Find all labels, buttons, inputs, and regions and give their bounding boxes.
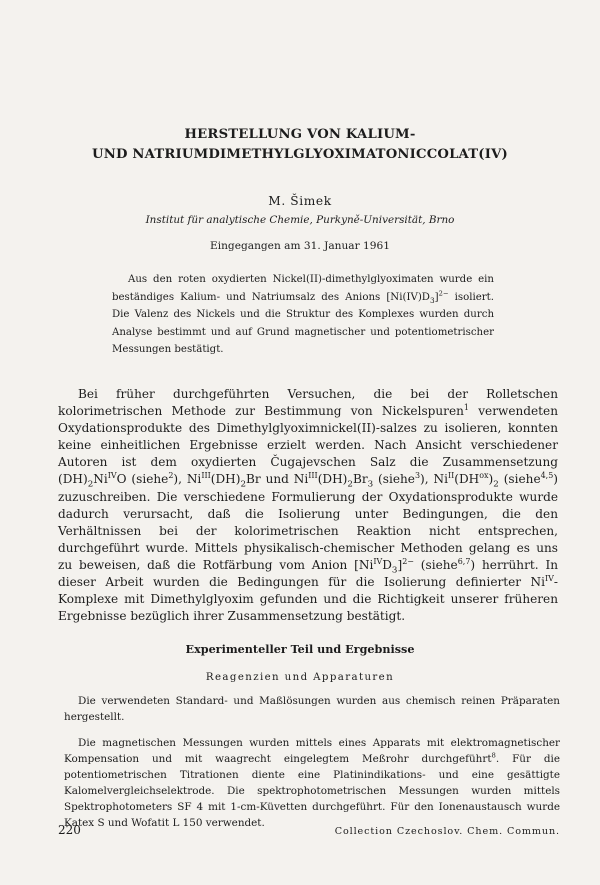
- citation-ref: 3: [414, 471, 421, 481]
- citation-ref: 4,5: [540, 471, 554, 481]
- author-name: M. Šimek: [268, 194, 332, 208]
- article-title-line-1: HERSTELLUNG VON KALIUM-: [184, 127, 416, 142]
- author-institute: Institut für analytische Chemie, Purkyně-Universität, Brno: [145, 214, 455, 226]
- received-date: Eingegangen am 31. Januar 1961: [209, 240, 391, 252]
- introduction-paragraph: Bei früher durchgeführten Versuchen, die bei der Rolletschen kolorimetrischen Methode zur Bestimmung von Nickelspuren$^1$ verwendeten Oxydationsprodukte des Dimethylglyoximnickel(II)-salzes zu isolieren, konnten keine einheitlichen Ergebnisse erzielt werden. Nach Ansicht verschiedener Autoren ist dem oxydierten Čugajevschen Salz die Zusammensetzung $(DH)_2Ni^{IV}O$ (siehe$^2$), $Ni^{III}(DH)_2Br$ und $Ni^{III}(DH)_2Br_3$ (siehe$^3$), $Ni^{II}(DH^{ox})_2$ (siehe$^{4,5}$) zuzuschreiben. Die verschiedene Formulierung der Oxydationsprodukte wurde dadurch verursacht, daß die Isolierung unter Bedingungen, die den Verhältnissen bei der kolorimetrischen Reaktion nicht entsprechen, durchgeführt wurde. Mittels physikalisch-chemischer Methoden gelang es uns zu beweisen, daß die Rotfärbung vom Anion $[Ni^{IV}D_3]^{2-}$ (siehe$^{6,7}$) herrührt. In dieser Arbeit wurden die Bedingungen für die Isolierung definierter $Ni^{IV}$-Komplexe mit Dimethylglyoxim gefunden und die Richtigkeit unserer früheren Ergebnisse bezüglich ihrer Zusammensetzung bestätigt.: [58, 387, 559, 624]
- citation-ref: 6,7: [457, 556, 471, 566]
- journal-name: Collection Czechoslov. Chem. Commun.: [334, 826, 560, 837]
- article-title-line-2: UND NATRIUMDIMETHYLGLYOXIMATONICCOLAT(IV): [92, 147, 508, 162]
- page-number: 220: [58, 823, 81, 837]
- subsection-heading: Reagenzien und Apparaturen: [205, 672, 395, 683]
- citation-ref: 2: [168, 471, 174, 481]
- citation-ref: 1: [463, 403, 469, 413]
- abstract: Aus den roten oxydierten Nickel(II)-dimethylglyoximaten wurde ein beständiges Kalium- und Natriumsalz des Anions $[Ni(IV)D_3]^{2-}$ isoliert. Die Valenz des Nickels und die Struktur des Komplexes wurden durch Analyse bestimmt und auf Grund magnetischer und potentiometrischer Messungen bestätigt.: [112, 274, 495, 356]
- citation-ref: 8: [491, 751, 496, 760]
- section-heading: Experimenteller Teil und Ergebnisse: [185, 642, 415, 656]
- paragraph-apparatus: Die magnetischen Messungen wurden mittels eines Apparats mit elektromagnetischer Kompensation und mit waagrecht eingelegtem Meßrohr durchgeführt$^8$. Für die potentiometrischen Titrationen diente eine Platinindikations- und eine gesättigte Kalomelvergleichselektrode. Die spektrophotometrischen Messungen wurden mittels Spektrophotometers SF 4 mit 1-cm-Küvetten durchgeführt. Für den Ionenaustausch wurde Katex S und Wofatit L 150 verwendet.: [64, 737, 561, 829]
- paragraph-reagents: Die verwendeten Standard- und Maßlösungen wurden aus chemisch reinen Präparaten hergestellt.: [64, 695, 560, 723]
